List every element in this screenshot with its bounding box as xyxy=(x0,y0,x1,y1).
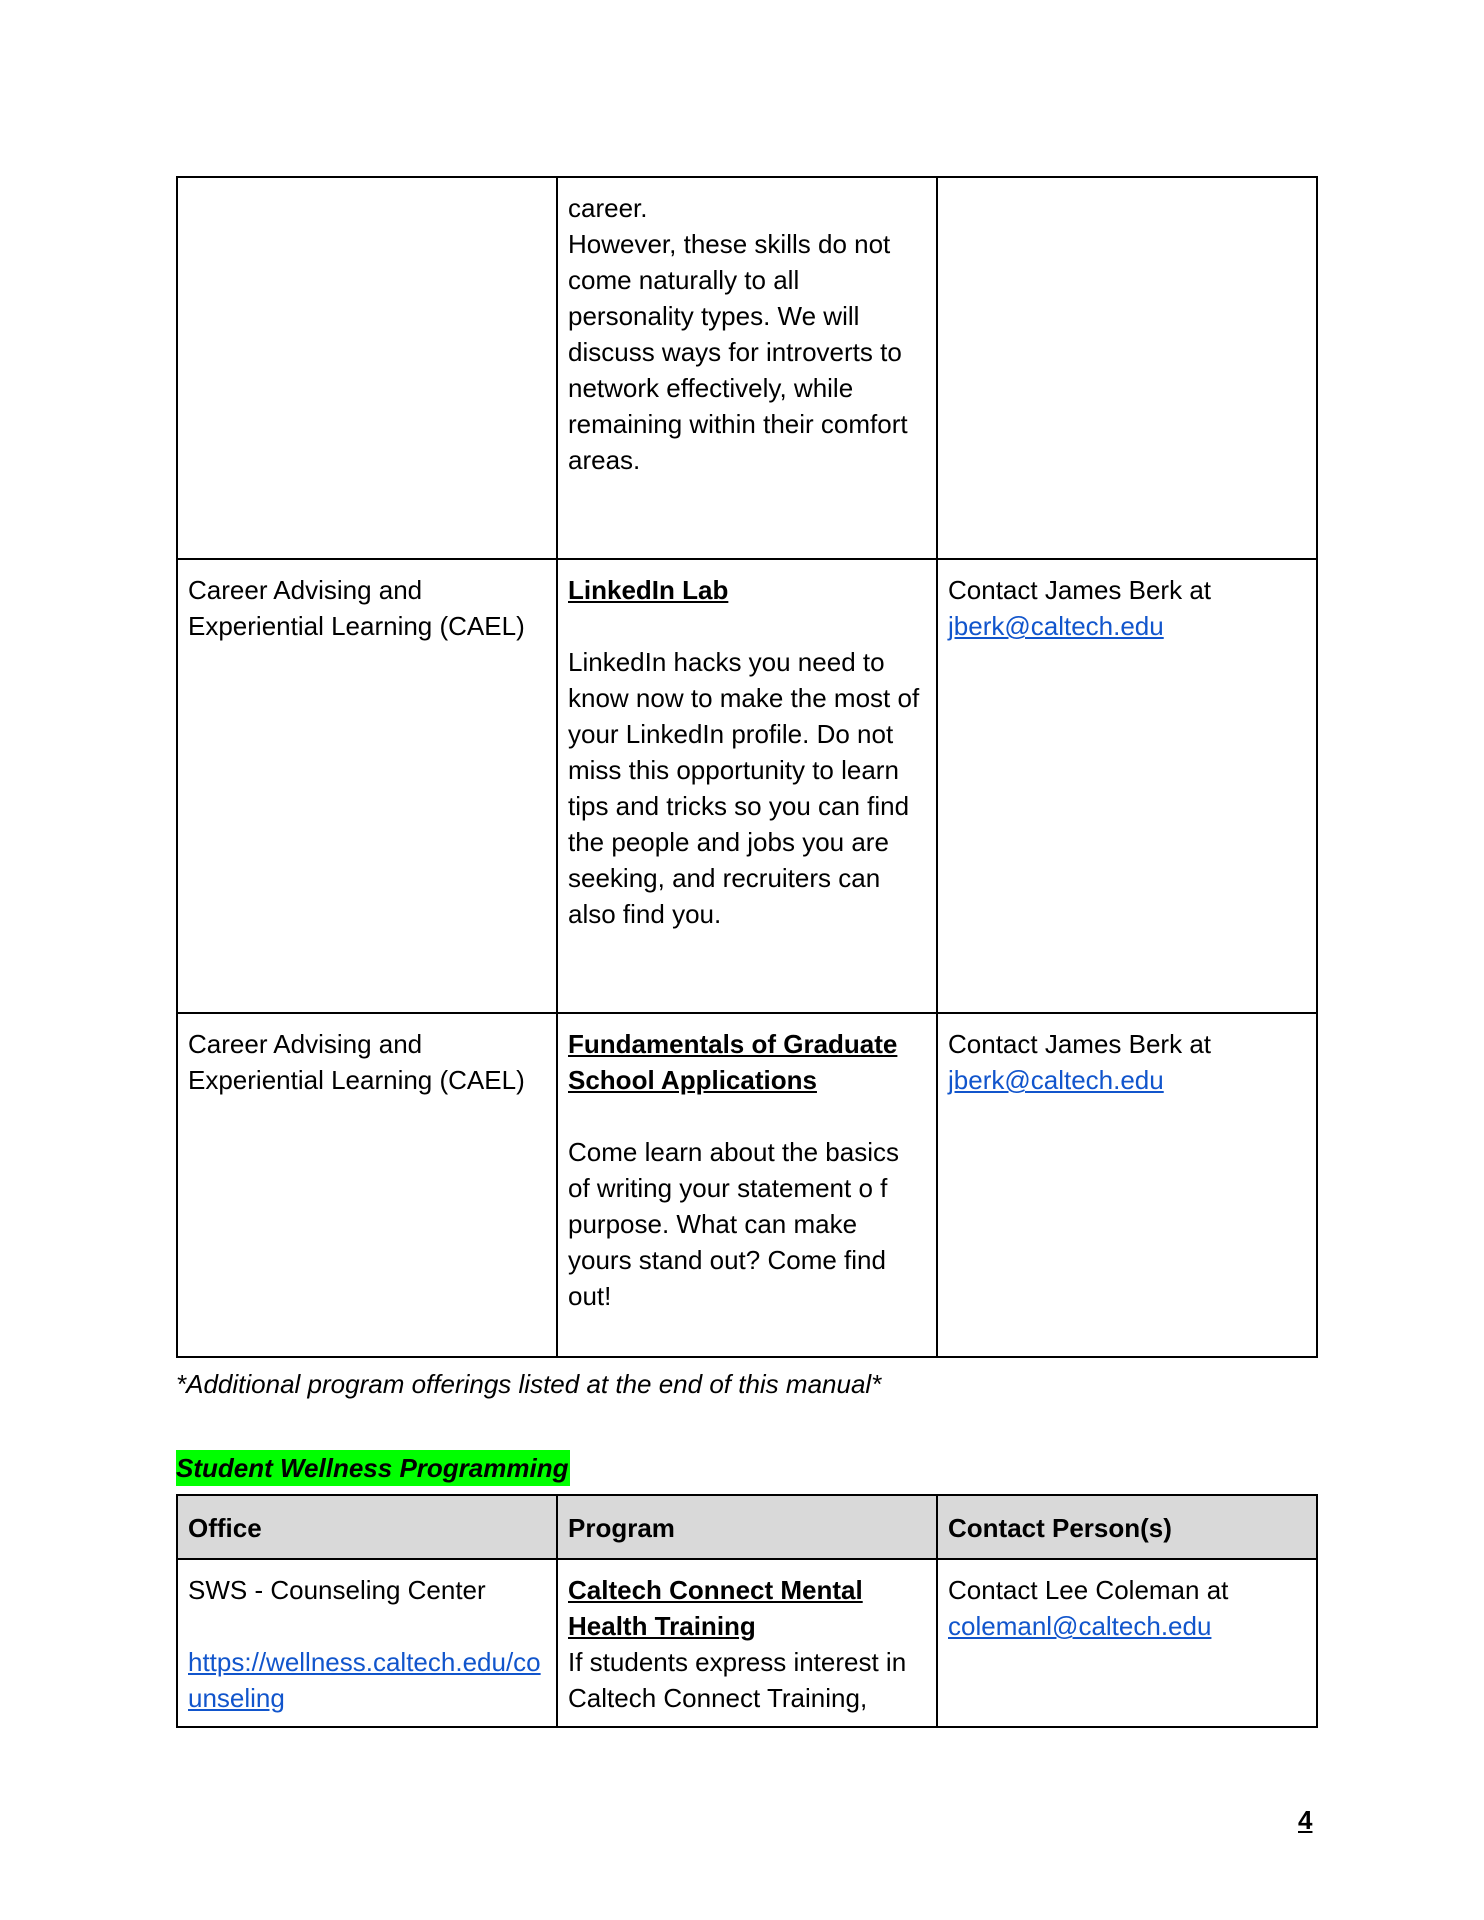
column-header-program: Program xyxy=(557,1495,937,1559)
office-website-link[interactable]: https://wellness.caltech.edu/counseling xyxy=(188,1647,541,1713)
table-header-row xyxy=(177,1495,1317,1559)
program-cell xyxy=(557,1013,937,1357)
contact-email-link[interactable]: colemanl@caltech.edu xyxy=(948,1611,1212,1641)
contact-text: Contact James Berk at xyxy=(948,1029,1211,1059)
program-cell xyxy=(557,559,937,1013)
program-title: LinkedIn Lab xyxy=(568,575,729,605)
contact-cell xyxy=(937,177,1317,559)
office-name: SWS - Counseling Center xyxy=(188,1575,486,1605)
spacer xyxy=(188,1608,546,1644)
contact-cell xyxy=(937,1013,1317,1357)
program-description: Come learn about the basics of writing your statement o f purpose. What can make yours stand out? Come find out! xyxy=(568,1137,899,1311)
contact-cell xyxy=(937,1559,1317,1727)
table-row xyxy=(177,559,1317,1013)
table-row xyxy=(177,1559,1317,1727)
career-programs-table xyxy=(176,176,1318,1358)
contact-email-link[interactable]: jberk@caltech.edu xyxy=(948,1065,1164,1095)
column-header-contact: Contact Person(s) xyxy=(937,1495,1317,1559)
program-description: LinkedIn hacks you need to know now to make the most of your LinkedIn profile. Do not miss this opportunity to learn tips and tricks so you can find the people and jobs you are seeking, and recruiters can also find you. xyxy=(568,647,920,929)
table-row-continued xyxy=(177,177,1317,559)
office-cell xyxy=(177,177,557,559)
contact-cell xyxy=(937,559,1317,1013)
office-cell xyxy=(177,1559,557,1727)
program-cell: career. However, these skills do not come naturally to all personality types. We will discuss ways for introverts to network effectively, while remaining within their comfort areas. xyxy=(557,177,937,559)
program-description: If students express interest in Caltech Connect Training, xyxy=(568,1647,907,1713)
page-number: 4 xyxy=(1298,1805,1313,1835)
spacer xyxy=(568,608,926,644)
program-title: Fundamentals of Graduate School Applications xyxy=(568,1029,898,1095)
contact-email-link[interactable]: jberk@caltech.edu xyxy=(948,611,1164,641)
contact-text: Contact Lee Coleman at xyxy=(948,1575,1229,1605)
program-cell xyxy=(557,1559,937,1727)
spacer xyxy=(568,1098,926,1134)
program-title: Caltech Connect Mental Health Training xyxy=(568,1575,863,1641)
office-cell: Career Advising and Experiential Learning (CAEL) xyxy=(177,1013,557,1357)
table-row xyxy=(177,1013,1317,1357)
office-cell: Career Advising and Experiential Learning (CAEL) xyxy=(177,559,557,1013)
additional-offerings-note: *Additional program offerings listed at the end of this manual* xyxy=(176,1369,882,1399)
wellness-programs-table xyxy=(176,1494,1318,1728)
contact-text: Contact James Berk at xyxy=(948,575,1211,605)
section-heading: Student Wellness Programming xyxy=(176,1450,570,1486)
column-header-office: Office xyxy=(177,1495,557,1559)
